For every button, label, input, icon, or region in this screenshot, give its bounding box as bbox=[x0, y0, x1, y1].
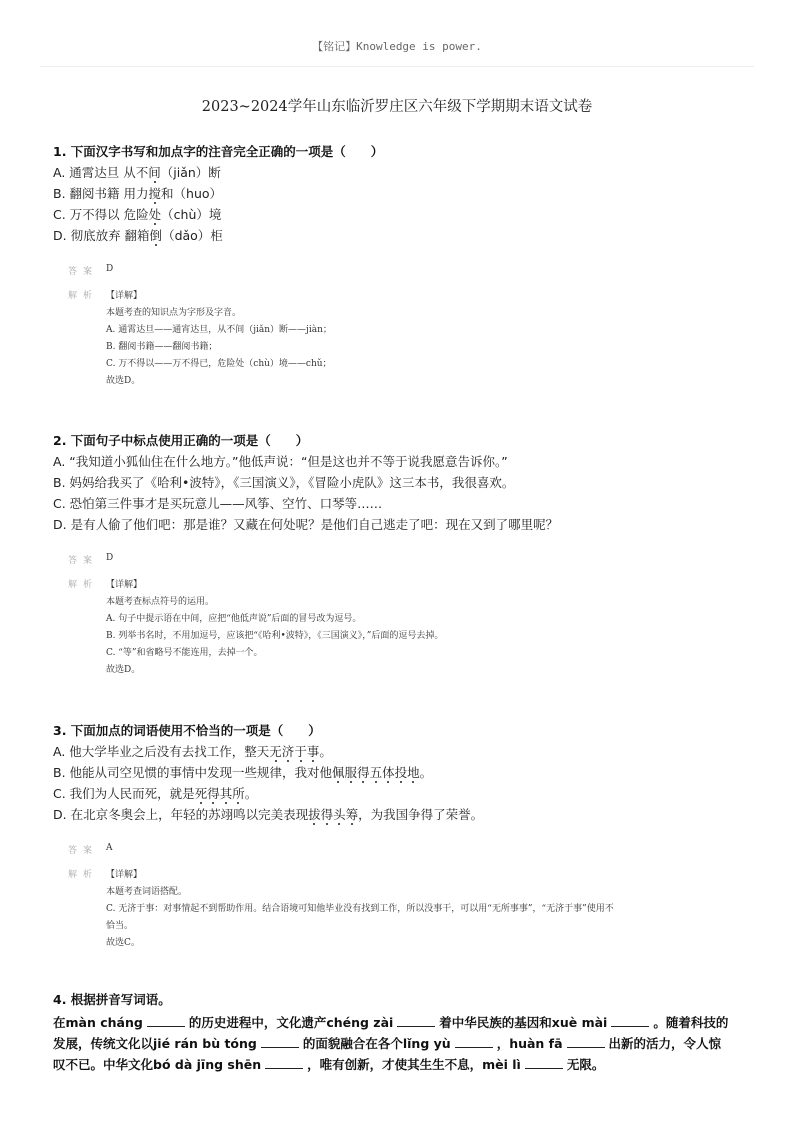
passage-text: 出新的活力，令人惊 bbox=[608, 1036, 722, 1051]
passage-text: 叹不已。中华文化bó dà jīng shēn bbox=[53, 1057, 262, 1072]
analysis-line: A. 通霄达旦——通宵达旦，从不间（jiǎn）断——jiàn； bbox=[106, 325, 332, 335]
passage-text: 的历史进程中，文化遗产chéng zài bbox=[188, 1015, 394, 1030]
dotted-phrase: 死得其所 bbox=[194, 786, 245, 801]
option-text: B. 他能从司空见惯的事情中发现一些规律，我对他 bbox=[53, 765, 333, 780]
passage-text: 。随着科技的 bbox=[653, 1015, 729, 1030]
analysis-line: 【详解】 bbox=[106, 291, 143, 301]
analysis-line: A. 句子中提示语在中间，应把“他低声说”后面的冒号改为逗号。 bbox=[106, 614, 362, 624]
answer-value: D bbox=[106, 264, 114, 274]
analysis-line: B. 列举书名时，不用加逗号，应该把“《哈利•波特》，《三国演义》，”后面的逗号去掉。 bbox=[106, 631, 444, 641]
question-1-option-b[interactable] bbox=[53, 183, 753, 204]
option-text: C. 万不得以 危险 bbox=[53, 207, 149, 222]
analysis-label: 解析 bbox=[68, 580, 99, 590]
option-text: （dǎo）柜 bbox=[162, 228, 223, 243]
option-text: 。 bbox=[419, 765, 433, 780]
passage-text: 着中华民族的基因和xuè mài bbox=[439, 1015, 608, 1030]
dotted-phrase: 无济于事 bbox=[269, 744, 320, 759]
option-text: B. 翻阅书籍 用力 bbox=[53, 186, 149, 201]
header-motto: 【铭记】Knowledge is power. bbox=[312, 40, 482, 53]
answer-blank[interactable] bbox=[265, 1056, 303, 1069]
analysis-label: 解析 bbox=[68, 870, 99, 880]
dotted-phrase: 拔得头筹 bbox=[308, 807, 359, 822]
answer-label: 答案 bbox=[68, 846, 99, 856]
question-3 bbox=[53, 721, 753, 825]
option-text: （chù）境 bbox=[161, 207, 222, 222]
dotted-phrase: 佩服得五体投地 bbox=[332, 765, 420, 780]
header-divider bbox=[40, 66, 754, 67]
analysis-line: 本题考查标点符号的运用。 bbox=[106, 597, 215, 607]
analysis-line: 故选D。 bbox=[106, 665, 141, 675]
question-3-option-b[interactable] bbox=[53, 762, 753, 783]
question-1 bbox=[53, 142, 753, 246]
analysis-line: 本题考查的知识点为字形及字音。 bbox=[106, 308, 242, 318]
analysis-line: B. 翻阅书籍——翻阅书籍； bbox=[106, 342, 218, 352]
analysis-line: 恰当。 bbox=[106, 921, 134, 931]
answer-blank[interactable] bbox=[397, 1014, 435, 1027]
answer-blank[interactable] bbox=[147, 1014, 185, 1027]
page-title: 2023~2024学年山东临沂罗庄区六年级下学期期末语文试卷 bbox=[201, 99, 593, 115]
option-text: 和（huo） bbox=[161, 186, 223, 201]
analysis-line: 【详解】 bbox=[106, 870, 143, 880]
analysis-line: C. 无济于事：对事情起不到帮助作用。结合语境可知他毕业没有找到工作，所以没事干，可以用“无所事事”，“无济于事”使用不 bbox=[106, 904, 614, 914]
answer-blank[interactable] bbox=[455, 1035, 493, 1048]
analysis-line: 【详解】 bbox=[106, 580, 143, 590]
answer-label: 答案 bbox=[68, 556, 99, 566]
option-text: D. 彻底放弃 翻箱 bbox=[53, 228, 150, 243]
passage-text: ，huàn fā bbox=[496, 1036, 563, 1051]
analysis-label: 解析 bbox=[68, 291, 99, 301]
option-text: D. 在北京冬奥会上，年轻的苏翊鸣以完美表现 bbox=[53, 807, 309, 822]
answer-label: 答案 bbox=[68, 267, 99, 277]
passage-text: 无限。 bbox=[566, 1057, 605, 1072]
question-4-body bbox=[53, 1012, 748, 1075]
analysis-line: 本题考查词语搭配。 bbox=[106, 887, 188, 897]
question-3-option-d[interactable] bbox=[53, 804, 753, 825]
question-2-option-a[interactable]: A. “我知道小狐仙住在什么地方。”他低声说：“但是这也并不等于说我愿意告诉你。” bbox=[53, 454, 508, 469]
question-3-option-a[interactable] bbox=[53, 741, 753, 762]
passage-text: 在màn cháng bbox=[53, 1015, 143, 1030]
question-3-option-c[interactable] bbox=[53, 783, 753, 804]
option-text: C. 我们为人民而死，就是 bbox=[53, 786, 195, 801]
question-2 bbox=[53, 431, 753, 535]
option-text: A. 通霄达旦 从不 bbox=[53, 165, 149, 180]
question-4 bbox=[53, 990, 748, 1075]
dotted-char: 间 bbox=[148, 165, 161, 180]
question-2-option-c[interactable]: C. 恐怕第三件事才是买玩意儿——风筝、空竹、口琴等…… bbox=[53, 496, 383, 511]
passage-text: 发展，传统文化以jié rán bù tóng bbox=[53, 1036, 257, 1051]
question-2-option-d[interactable]: D. 是有人偷了他们吧：那是谁？又藏在何处呢？是他们自己逃走了吧：现在又到了哪里呢？ bbox=[53, 517, 559, 532]
option-text: 。 bbox=[244, 786, 258, 801]
passage-text: ，唯有创新，才使其生生不息，mèi lì bbox=[307, 1057, 521, 1072]
answer-value: D bbox=[106, 553, 114, 563]
dotted-char: 倒 bbox=[149, 228, 163, 243]
option-text: 。 bbox=[319, 744, 332, 759]
question-2-stem: 2. 下面句子中标点使用正确的一项是（ ） bbox=[53, 433, 309, 448]
answer-blank[interactable] bbox=[611, 1014, 649, 1027]
answer-blank[interactable] bbox=[261, 1035, 299, 1048]
analysis-line: C. “等”和省略号不能连用，去掉一个。 bbox=[106, 648, 263, 658]
dotted-char: 搅 bbox=[148, 186, 162, 201]
option-text: （jiǎn）断 bbox=[160, 165, 221, 180]
answer-blank[interactable] bbox=[525, 1056, 563, 1069]
question-2-option-b[interactable]: B. 妈妈给我买了《哈利•波特》，《三国演义》，《冒险小虎队》这三本书，我很喜欢。 bbox=[53, 475, 515, 490]
dotted-char: 处 bbox=[148, 207, 162, 222]
analysis-line: C. 万不得以——万不得已，危险处（chù）境——chǔ； bbox=[106, 359, 332, 369]
question-1-option-a[interactable] bbox=[53, 162, 753, 183]
question-3-stem: 3. 下面加点的词语使用不恰当的一项是（ ） bbox=[53, 723, 321, 738]
question-1-stem: 1. 下面汉字书写和加点字的注音完全正确的一项是（ ） bbox=[53, 144, 384, 159]
analysis-line: 故选D。 bbox=[106, 376, 141, 386]
question-4-stem: 4. 根据拼音写词语。 bbox=[53, 992, 171, 1007]
option-text: A. 他大学毕业之后没有去找工作，整天 bbox=[53, 744, 270, 759]
answer-value: A bbox=[106, 843, 113, 853]
passage-text: 的面貌融合在各个lǐng yù bbox=[302, 1036, 451, 1051]
answer-blank[interactable] bbox=[567, 1035, 605, 1048]
question-1-option-c[interactable] bbox=[53, 204, 753, 225]
option-text: ，为我国争得了荣誉。 bbox=[358, 807, 484, 822]
question-1-option-d[interactable] bbox=[53, 225, 753, 246]
analysis-line: 故选C。 bbox=[106, 938, 140, 948]
